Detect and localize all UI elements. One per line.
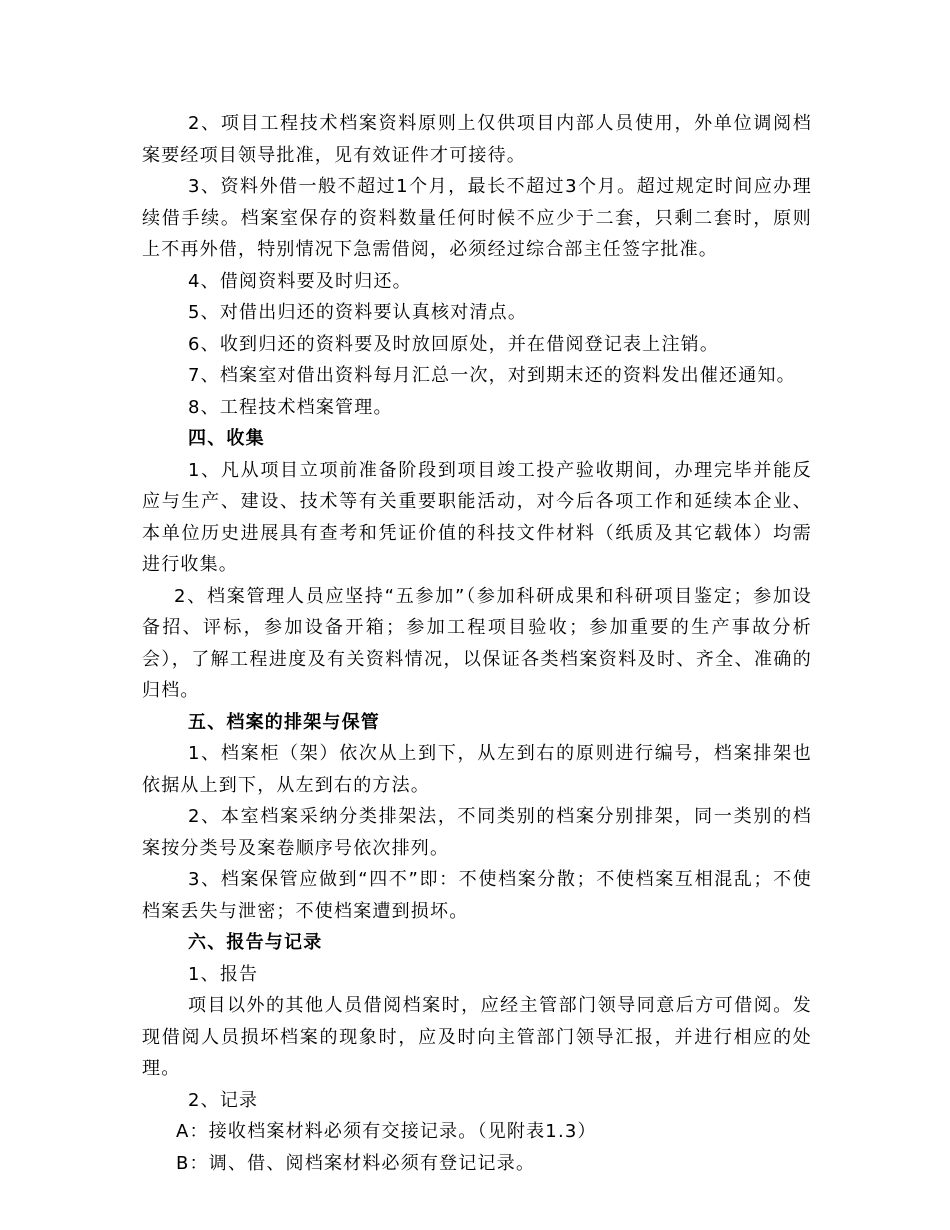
- record-item-a: A：接收档案材料必须有交接记录。（见附表1.3）: [176, 1121, 597, 1142]
- paragraph-shelving-1: 1、档案柜（架）依次从上到下，从左到右的原则进行编号，档案排架也依据从上到下，从左到右的方法。: [142, 743, 812, 796]
- paragraph-item-4: 4、借阅资料要及时归还。: [188, 270, 412, 292]
- paragraph-item-7: 7、档案室对借出资料每月汇总一次，对到期末还的资料发出催还通知。: [188, 365, 796, 386]
- paragraph-item-8: 8、工程技术档案管理。: [188, 396, 393, 418]
- paragraph-item-6: 6、收到归还的资料要及时放回原处，并在借阅登记表上注销。: [188, 333, 720, 355]
- paragraph-item-3: 3、资料外借一般不超过1个月，最长不超过3个月。超过规定时间应办理续借手续。档案室保存的资料数量任何时候不应少于二套，只剩二套时，原则上不再外借，特别情况下急需借阅，必须经过综合部主任签字批准。: [142, 176, 812, 260]
- paragraph-collection-2: 2、档案管理人员应坚持“五参加”（参加科研成果和科研项目鉴定；参加设备招、评标，参加设备开箱；参加工程项目验收；参加重要的生产事故分析会），了解工程进度及有关资料情况，以保证各类档案资料及时、齐全、准确的归档。: [142, 585, 812, 701]
- document-body: [142, 108, 812, 1179]
- record-item-b: B：调、借、阅档案材料必须有登记记录。: [176, 1152, 536, 1174]
- paragraph-item-2: 2、项目工程技术档案资料原则上仅供项目内部人员使用，外单位调阅档案要经项目领导批准，见有效证件才可接待。: [142, 113, 812, 166]
- section-heading-report-record: 六、报告与记录: [188, 932, 323, 953]
- subheading-report: 1、报告: [188, 963, 259, 985]
- subheading-record: 2、记录: [188, 1089, 259, 1111]
- paragraph-shelving-2: 2、本室档案采纳分类排架法，不同类别的档案分别排架，同一类别的档案按分类号及案卷顺序号依次排列。: [142, 806, 812, 859]
- paragraph-report: 项目以外的其他人员借阅档案时，应经主管部门领导同意后方可借阅。发现借阅人员损坏档案的现象时，应及时向主管部门领导汇报，并进行相应的处理。: [142, 995, 812, 1079]
- paragraph-item-5: 5、对借出归还的资料要认真核对清点。: [188, 302, 528, 323]
- section-heading-collection: 四、收集: [188, 428, 265, 449]
- paragraph-shelving-3: 3、档案保管应做到“四不”即：不使档案分散；不使档案互相混乱；不使档案丢失与泄密；不使档案遭到损坏。: [142, 869, 812, 922]
- paragraph-collection-1: 1、凡从项目立项前准备阶段到项目竣工投产验收期间，办理完毕并能反应与生产、建设、技术等有关重要职能活动，对今后各项工作和延续本企业、本单位历史进展具有查考和凭证价值的科技文件材料（纸质及其它载体）均需进行收集。: [142, 459, 812, 575]
- section-heading-shelving: 五、档案的排架与保管: [188, 711, 380, 733]
